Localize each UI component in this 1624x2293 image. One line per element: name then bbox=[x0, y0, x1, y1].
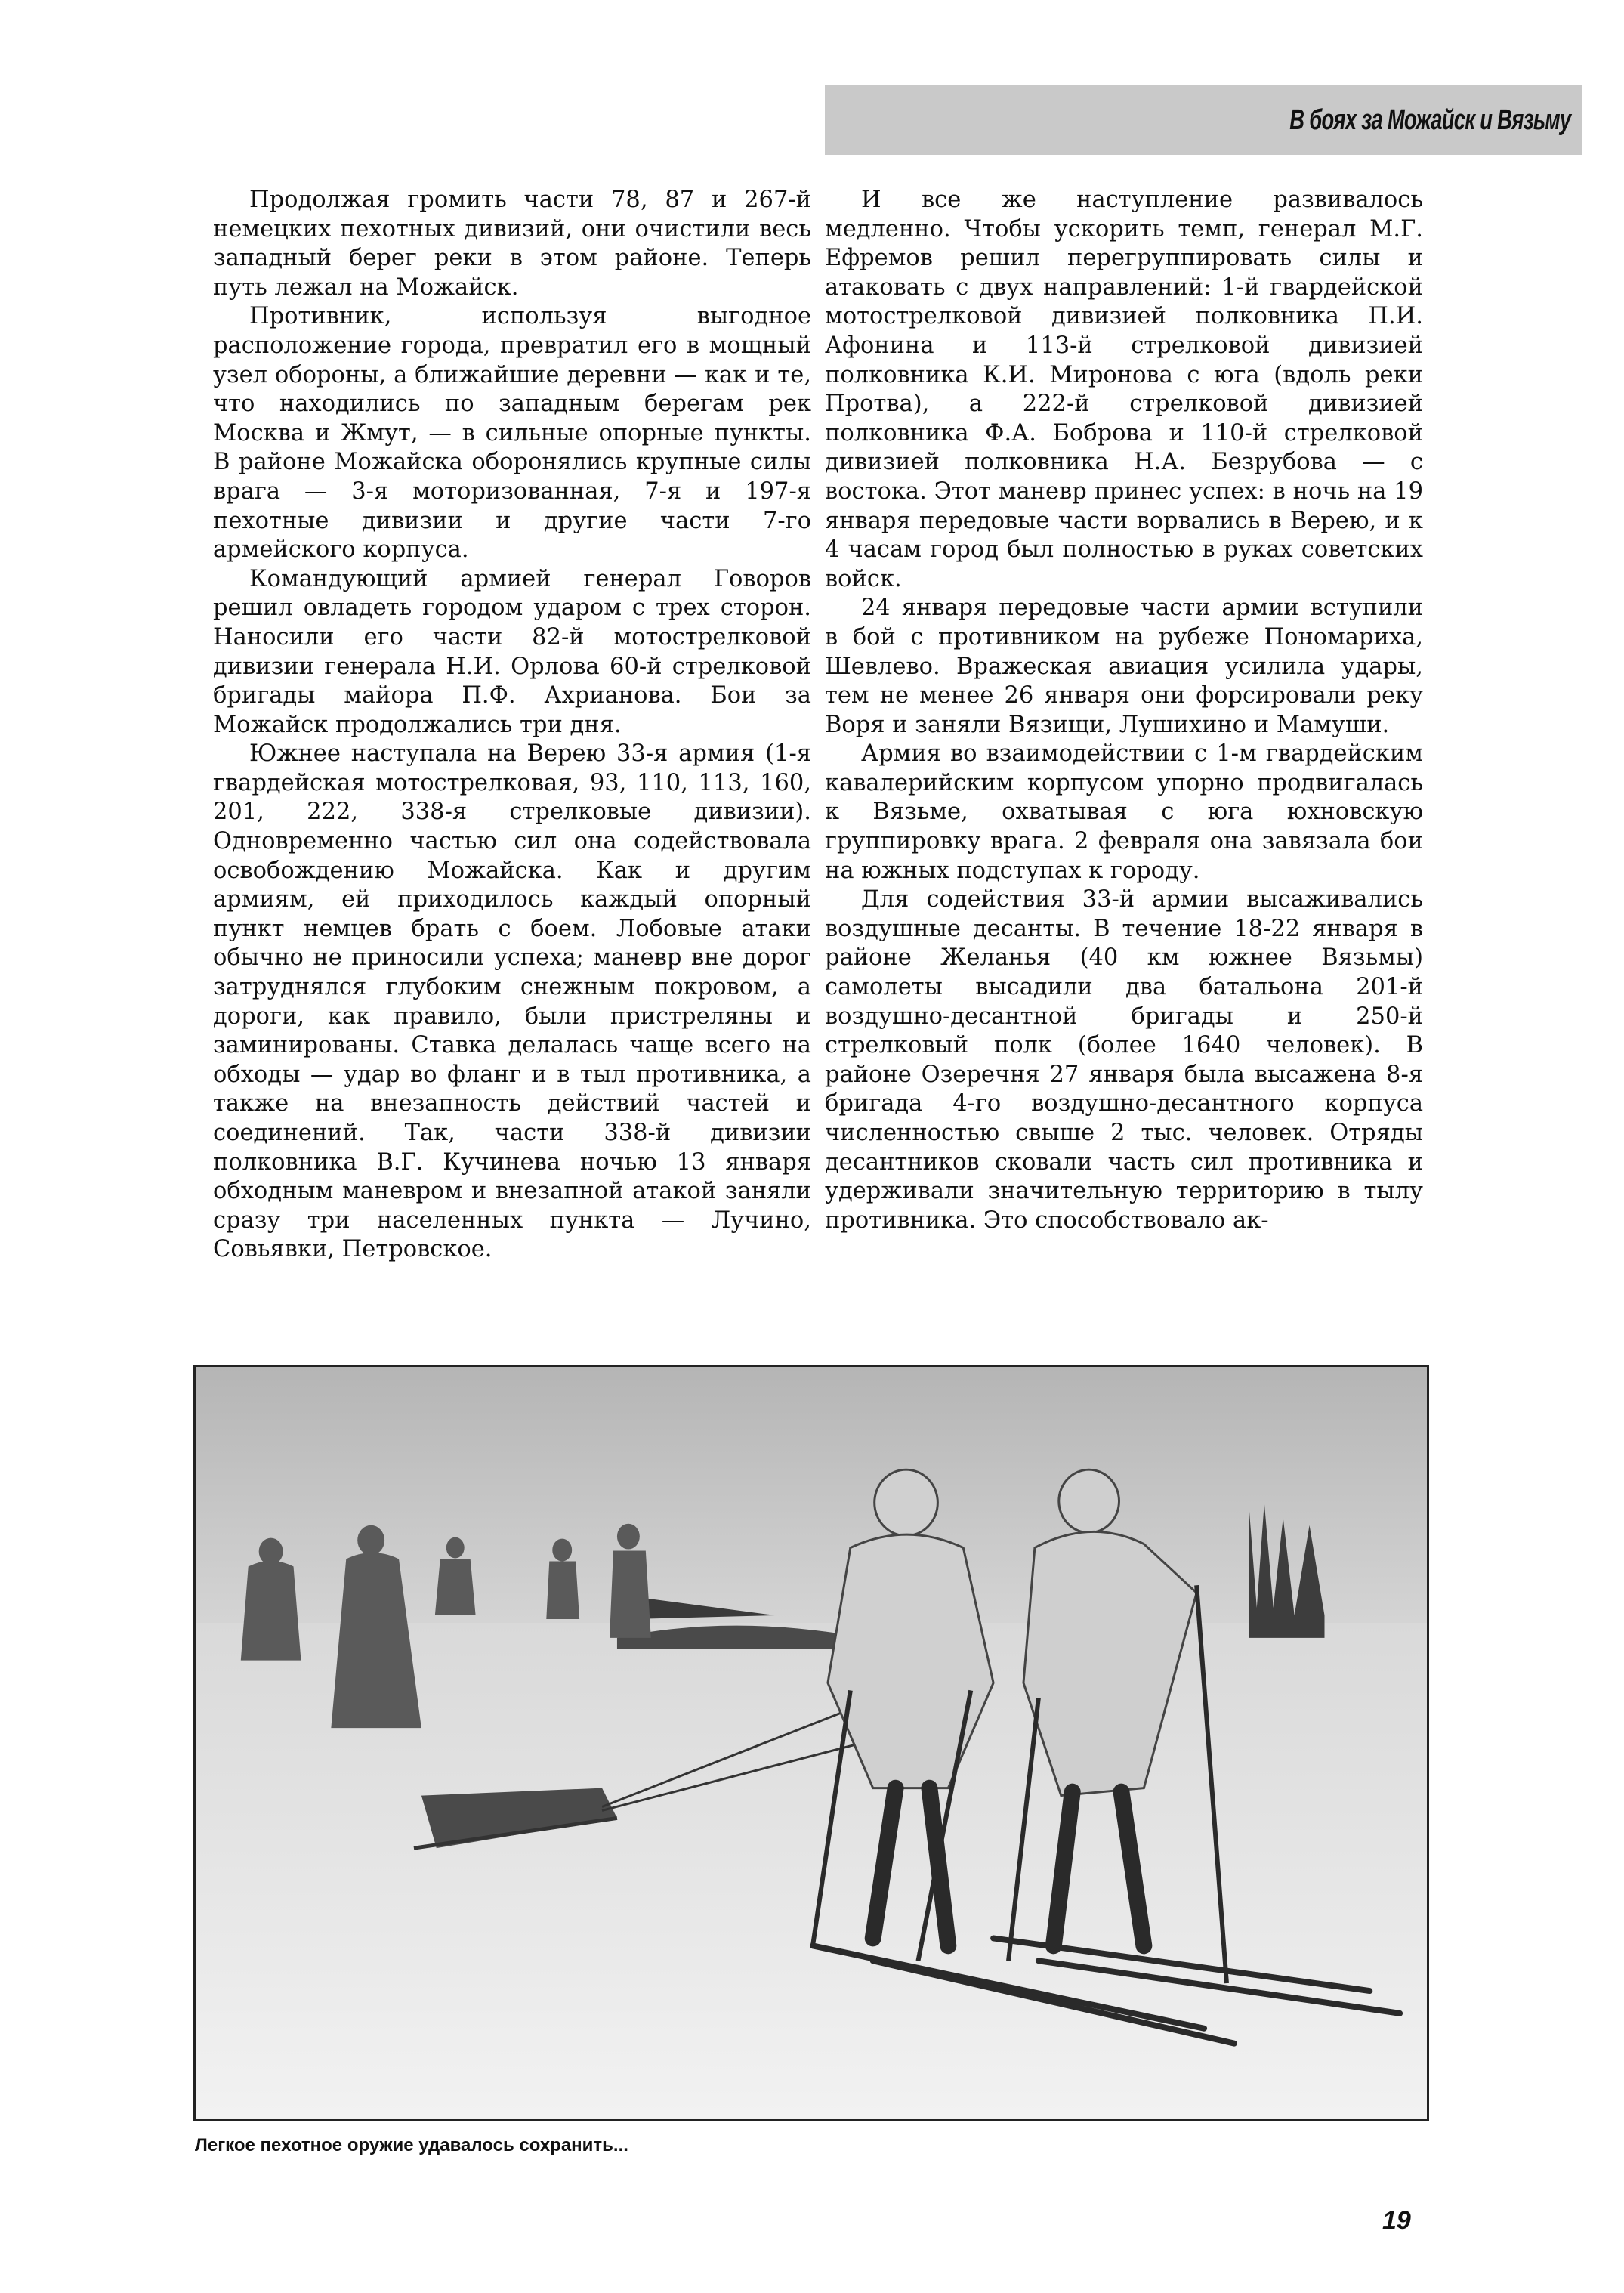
paragraph: Командующий армией генерал Говоров решил овладеть городом ударом с трех сторон. Наносили его части 82-й мотострелковой дивизии генерала Н.И. Орлова 60-й стрелковой бригады майора П.Ф. Ахрианова. Бои за Можайск продолжались три дня. bbox=[213, 565, 811, 738]
paragraph: 24 января передовые части армии вступили в бой с противником на рубеже Пономариха, Шевлево. Вражеская авиация усилила удары, тем не менее 26 января они форсировали реку Воря и заняли Вязищи, Лушихино и Мамуши. bbox=[825, 595, 1423, 738]
left-text-column bbox=[213, 186, 811, 1265]
page-number: 19 bbox=[1382, 2206, 1411, 2235]
photo-caption: Легкое пехотное оружие удавалось сохранить... bbox=[195, 2135, 628, 2155]
paragraph: Продолжая громить части 78, 87 и 267-й немецких пехотных дивизий, они очистили весь западный берег реки в этом районе. Теперь путь лежал на Можайск. bbox=[213, 187, 811, 301]
right-text-column bbox=[825, 186, 1423, 1235]
paragraph: Для содействия 33-й армии высаживались воздушные десанты. В течение 18-22 января в районе Желанья (40 км южнее Вязьмы) самолеты высадили два батальона 201-й воздушно-десантной бригады и 250-й стрелковый полк (более 1640 человек). В районе Озеречня 27 января была высажена 8-я бригада 4-го воздушно-десантного корпуса численностью свыше 2 тыс. человек. Отряды десантников сковали часть сил противника и удерживали значительную территорию в тылу противника. Это способствовало ак- bbox=[825, 886, 1423, 1234]
paragraph: И все же наступление развивалось медленно. Чтобы ускорить темп, генерал М.Г. Ефремов решил перегруппировать силы и атаковать с двух направлений: 1-й гвардейской мотострелковой дивизией полковника П.И. Афонина и 113-й стрелковой дивизией полковника К.И. Миронова с юга (вдоль реки Протва), а 222-й стрелковой дивизией полковника Ф.А. Боброва и 110-й стрелковой дивизией полковника Н.А. Безрубова — с востока. Этот маневр принес успех: в ночь на 19 января передовые части ворвались в Верею, и к 4 часам город был полностью в руках советских войск. bbox=[825, 187, 1423, 592]
photo-soldiers-on-skis bbox=[193, 1365, 1429, 2121]
paragraph: Противник, используя выгодное расположение города, превратил его в мощный узел обороны, а ближайшие деревни — как и те, что находились по западным берегам рек Москва и Жмут, — в сильные опорные пункты. В районе Можайска оборонялись крупные силы врага — 3-я моторизованная, 7-я и 197-я пехотные дивизии и другие части 7-го армейского корпуса. bbox=[213, 303, 811, 564]
running-header-title: В боях за Можайск и Вязьму bbox=[1289, 104, 1571, 136]
paragraph: Южнее наступала на Верею 33-я армия (1-я гвардейская мотострелковая, 93, 110, 113, 160, 201, 222, 338-я стрелковые дивизии). Одновременно частью сил она содействовала освобождению Можайска. Как и другим армиям, ей приходилось каждый опорный пункт немцев брать с боем. Лобовые атаки обычно не приносили успеха; маневр вне дорог затруднялся глубоким снежным покровом, а дороги, как правило, были пристреляны и заминированы. Ставка делалась чаще всего на обходы — удар во фланг и в тыл противника, а также на внезапность действий частей и соединений. Так, части 338-й дивизии полковника В.Г. Кучинева ночью 13 января обходным маневром и внезапной атакой заняли сразу три населенных пункта — Лучино, Совьявки, Петровское. bbox=[213, 740, 811, 1263]
header-band bbox=[825, 85, 1582, 155]
paragraph: Армия во взаимодействии с 1-м гвардейским кавалерийским корпусом упорно продвигалась к Вязьме, охватывая с юга юхновскую группировку врага. 2 февраля она завязала бои на южных подступах к городу. bbox=[825, 740, 1423, 884]
photo-illustration bbox=[196, 1367, 1427, 2119]
